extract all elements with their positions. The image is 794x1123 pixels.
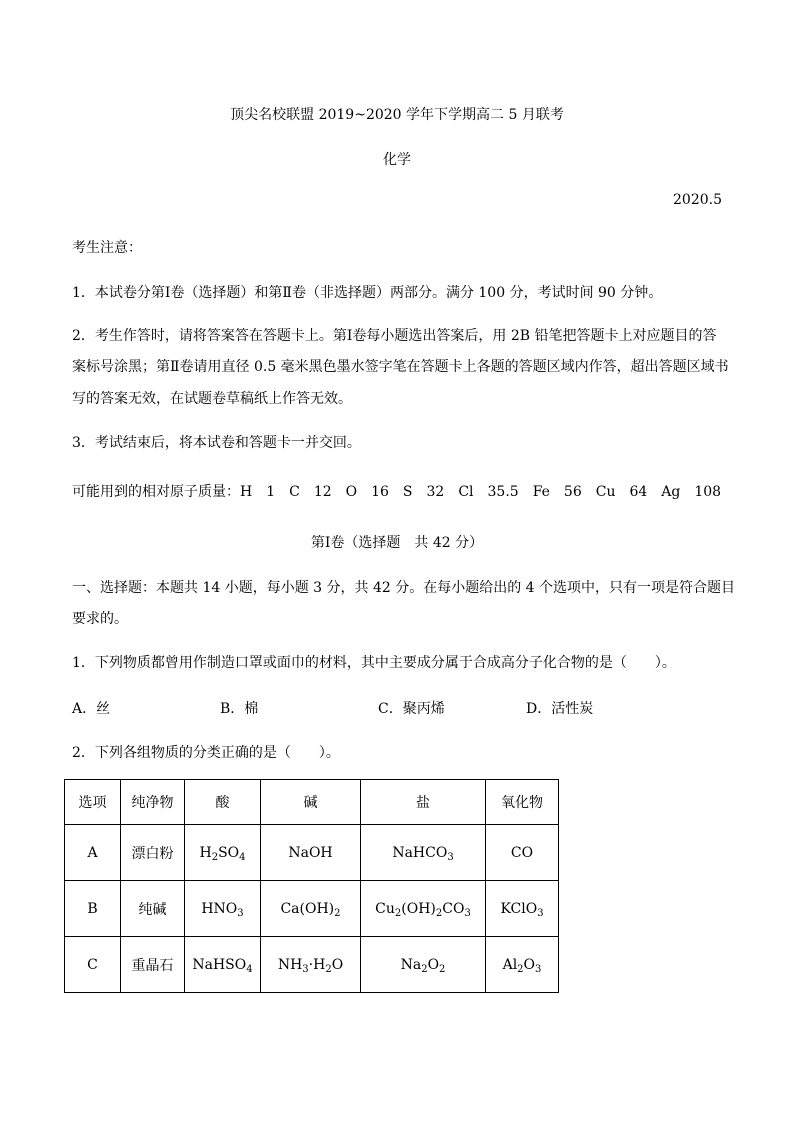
q1-option-d: D．活性炭 [526,701,594,717]
table-header-row [65,780,559,825]
table-cell: $Na_2O_2$ [361,937,486,993]
q1-option-b: B．棉 [220,701,259,717]
table-row [65,937,559,993]
table-cell: $Cu_2(OH)_2CO_3$ [361,881,486,937]
classification-table [64,779,559,993]
table-cell: $Al_2O_3$ [486,937,559,993]
notice-heading: 考生注意： [72,240,142,256]
table-cell: NaHSO$_4$ [185,937,261,993]
table-cell: $HNO_3$ [185,881,261,937]
question-1-stem: 1．下列物质都曾用作制造口罩或面巾的材料，其中主要成分属于合成高分子化合物的是（ ）。 [72,655,676,671]
notice-item-3: 3．考试结束后，将本试卷和答题卡一并交回。 [72,435,361,451]
table-cell: B [65,881,121,937]
table-cell: $NH_3\cdot H_2O$ [261,937,361,993]
header-pure-substance: 纯净物 [121,780,185,825]
header-acid: 酸 [185,780,261,825]
table-cell: KClO$_3$ [486,881,559,937]
table-cell: NaOH [261,825,361,881]
table-row [65,881,559,937]
header-base: 碱 [261,780,361,825]
table-cell: A [65,825,121,881]
exam-date: 2020.5 [673,192,722,208]
section-instruction-cont: 要求的。 [72,611,128,627]
table-cell: $Ca(OH)_2$ [261,881,361,937]
section-instruction: 一、选择题：本题共 14 小题，每小题 3 分，共 42 分。在每小题给出的 4 个选项中，只有一项是符合题目 [72,580,736,596]
notice-item-2-cont: 案标号涂黑；第Ⅱ卷请用直径 0.5 毫米黑色墨水签字笔在答题卡上各题的答题区域内作答，超出答题区域书 [72,359,729,375]
header-option: 选项 [65,780,121,825]
q1-option-c: C．聚丙烯 [378,701,445,717]
header-oxide: 氧化物 [486,780,559,825]
table-cell: CO [486,825,559,881]
notice-item-2: 2．考生作答时，请将答案答在答题卡上。第Ⅰ卷每小题选出答案后，用 2B 铅笔把答题卡上对应题目的答 [72,328,717,344]
exam-title: 顶尖名校联盟 2019~2020 学年下学期高二 5 月联考 [230,107,564,123]
table-cell: NaHCO$_3$ [361,825,486,881]
table-cell: 纯碱 [121,881,185,937]
atomic-masses: 可能用到的相对原子质量：H 1 C 12 O 16 S 32 Cl 35.5 Fe 56 Cu 64 Ag 108 [72,484,722,500]
table-cell: 重晶石 [121,937,185,993]
q1-option-a: A．丝 [72,701,111,717]
table-cell: C [65,937,121,993]
table-row [65,825,559,881]
question-2-stem: 2．下列各组物质的分类正确的是（ ）。 [72,745,340,761]
section-title: 第Ⅰ卷（选择题 共 42 分） [310,535,484,551]
header-salt: 盐 [361,780,486,825]
table-cell: $H_2SO_4$ [185,825,261,881]
notice-item-2-end: 写的答案无效，在试题卷草稿纸上作答无效。 [72,391,352,407]
notice-item-1: 1．本试卷分第Ⅰ卷（选择题）和第Ⅱ卷（非选择题）两部分。满分 100 分，考试时间 90 分钟。 [72,285,663,301]
table-cell: 漂白粉 [121,825,185,881]
subject-title: 化学 [383,152,411,168]
